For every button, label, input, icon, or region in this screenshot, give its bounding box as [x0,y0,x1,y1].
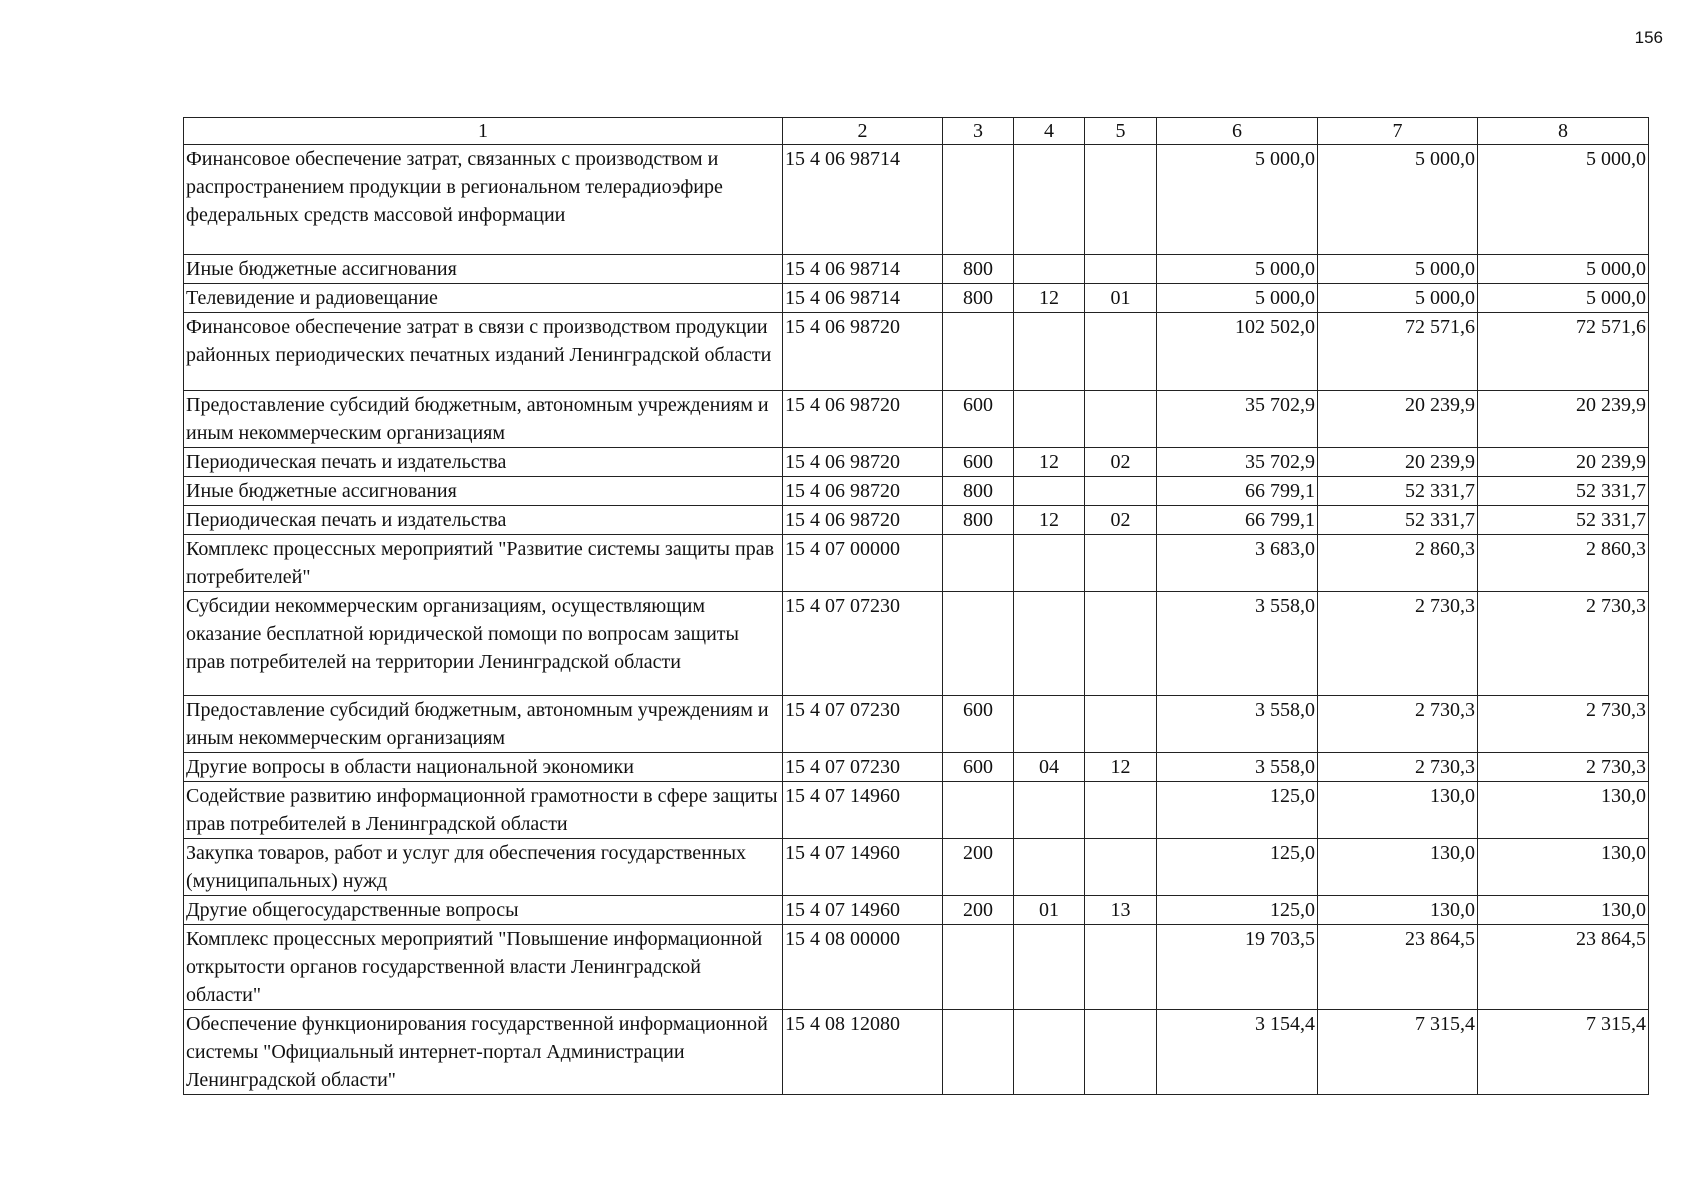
table-row [184,284,1649,313]
cell-amount-col6: 3 558,0 [1157,696,1318,753]
cell-name: Комплекс процессных мероприятий "Повышение информационной открытости органов государственной власти Ленинградской области" [184,925,783,1010]
cell-expense-type [943,1010,1014,1095]
cell-section [1014,391,1085,448]
cell-expense-type [943,313,1014,391]
table-row [184,782,1649,839]
cell-subsection [1085,839,1157,896]
cell-target-code: 15 4 06 98720 [783,391,943,448]
cell-subsection [1085,1010,1157,1095]
table-row [184,313,1649,391]
cell-target-code: 15 4 07 14960 [783,782,943,839]
cell-target-code: 15 4 06 98720 [783,448,943,477]
cell-amount-col6: 5 000,0 [1157,145,1318,255]
header-cell: 7 [1318,118,1478,145]
cell-name: Закупка товаров, работ и услуг для обеспечения государственных (муниципальных) нужд [184,839,783,896]
cell-expense-type: 600 [943,753,1014,782]
cell-amount-col7: 7 315,4 [1318,1010,1478,1095]
cell-expense-type [943,782,1014,839]
cell-amount-col7: 20 239,9 [1318,391,1478,448]
table-row [184,535,1649,592]
cell-section [1014,255,1085,284]
header-cell: 5 [1085,118,1157,145]
cell-amount-col8: 2 730,3 [1478,696,1649,753]
cell-target-code: 15 4 06 98714 [783,284,943,313]
cell-expense-type [943,592,1014,696]
cell-amount-col8: 2 730,3 [1478,753,1649,782]
cell-section [1014,839,1085,896]
table-row [184,1010,1649,1095]
cell-name: Комплекс процессных мероприятий "Развитие системы защиты прав потребителей" [184,535,783,592]
cell-subsection [1085,782,1157,839]
cell-amount-col7: 23 864,5 [1318,925,1478,1010]
cell-subsection [1085,255,1157,284]
header-cell: 1 [184,118,783,145]
cell-section [1014,535,1085,592]
budget-table [183,117,1649,1095]
table-row [184,255,1649,284]
cell-expense-type: 200 [943,896,1014,925]
cell-expense-type [943,535,1014,592]
cell-target-code: 15 4 07 07230 [783,592,943,696]
cell-name: Иные бюджетные ассигнования [184,477,783,506]
table-row [184,925,1649,1010]
cell-amount-col6: 125,0 [1157,782,1318,839]
cell-expense-type: 800 [943,255,1014,284]
header-cell: 2 [783,118,943,145]
cell-name: Финансовое обеспечение затрат, связанных с производством и распространением продукции в региональном телерадиоэфире федеральных средств массовой информации [184,145,783,255]
header-cell: 4 [1014,118,1085,145]
table-row [184,896,1649,925]
cell-amount-col6: 3 558,0 [1157,592,1318,696]
cell-section [1014,145,1085,255]
cell-section [1014,925,1085,1010]
cell-subsection [1085,592,1157,696]
cell-subsection [1085,313,1157,391]
cell-amount-col7: 130,0 [1318,782,1478,839]
cell-section: 04 [1014,753,1085,782]
cell-expense-type [943,145,1014,255]
cell-amount-col8: 130,0 [1478,839,1649,896]
cell-amount-col7: 5 000,0 [1318,284,1478,313]
cell-amount-col8: 20 239,9 [1478,448,1649,477]
cell-amount-col7: 2 730,3 [1318,753,1478,782]
cell-amount-col6: 102 502,0 [1157,313,1318,391]
cell-name: Обеспечение функционирования государственной информационной системы "Официальный интернет-портал Администрации Ленинградской области" [184,1010,783,1095]
cell-subsection: 02 [1085,506,1157,535]
cell-amount-col6: 66 799,1 [1157,506,1318,535]
cell-amount-col7: 5 000,0 [1318,145,1478,255]
cell-amount-col6: 35 702,9 [1157,391,1318,448]
cell-section: 12 [1014,506,1085,535]
cell-target-code: 15 4 08 12080 [783,1010,943,1095]
cell-section: 12 [1014,448,1085,477]
cell-subsection [1085,145,1157,255]
cell-subsection [1085,391,1157,448]
cell-name: Содействие развитию информационной грамотности в сфере защиты прав потребителей в Ленинградской области [184,782,783,839]
cell-target-code: 15 4 06 98720 [783,506,943,535]
page-number: 156 [1634,28,1663,47]
cell-target-code: 15 4 06 98714 [783,255,943,284]
table-row [184,448,1649,477]
cell-name: Телевидение и радиовещание [184,284,783,313]
cell-amount-col8: 7 315,4 [1478,1010,1649,1095]
cell-amount-col6: 5 000,0 [1157,255,1318,284]
cell-amount-col7: 130,0 [1318,896,1478,925]
cell-name: Другие вопросы в области национальной экономики [184,753,783,782]
cell-amount-col8: 5 000,0 [1478,145,1649,255]
cell-amount-col6: 3 154,4 [1157,1010,1318,1095]
cell-subsection: 13 [1085,896,1157,925]
cell-amount-col6: 3 683,0 [1157,535,1318,592]
cell-subsection: 01 [1085,284,1157,313]
table-row [184,477,1649,506]
cell-section: 01 [1014,896,1085,925]
cell-section [1014,696,1085,753]
cell-amount-col8: 23 864,5 [1478,925,1649,1010]
cell-amount-col7: 52 331,7 [1318,506,1478,535]
cell-amount-col8: 52 331,7 [1478,506,1649,535]
table-row [184,753,1649,782]
cell-expense-type: 600 [943,696,1014,753]
cell-target-code: 15 4 07 00000 [783,535,943,592]
cell-amount-col6: 3 558,0 [1157,753,1318,782]
cell-expense-type: 800 [943,506,1014,535]
cell-name: Предоставление субсидий бюджетным, автономным учреждениям и иным некоммерческим организациям [184,391,783,448]
cell-section: 12 [1014,284,1085,313]
cell-amount-col8: 20 239,9 [1478,391,1649,448]
cell-target-code: 15 4 07 07230 [783,753,943,782]
cell-amount-col7: 52 331,7 [1318,477,1478,506]
cell-amount-col7: 5 000,0 [1318,255,1478,284]
cell-amount-col6: 125,0 [1157,896,1318,925]
cell-name: Финансовое обеспечение затрат в связи с производством продукции районных периодических печатных изданий Ленинградской области [184,313,783,391]
cell-amount-col6: 66 799,1 [1157,477,1318,506]
cell-target-code: 15 4 07 07230 [783,696,943,753]
cell-amount-col7: 2 730,3 [1318,592,1478,696]
table-row [184,839,1649,896]
cell-expense-type: 600 [943,448,1014,477]
cell-section [1014,1010,1085,1095]
cell-section [1014,477,1085,506]
cell-amount-col8: 2 730,3 [1478,592,1649,696]
cell-amount-col7: 72 571,6 [1318,313,1478,391]
cell-amount-col8: 5 000,0 [1478,284,1649,313]
cell-target-code: 15 4 07 14960 [783,896,943,925]
cell-target-code: 15 4 07 14960 [783,839,943,896]
cell-amount-col6: 5 000,0 [1157,284,1318,313]
table-body [184,145,1649,1095]
table-row [184,506,1649,535]
header-cell: 6 [1157,118,1318,145]
cell-expense-type: 800 [943,284,1014,313]
cell-amount-col6: 125,0 [1157,839,1318,896]
header-row [184,118,1649,145]
table-row [184,696,1649,753]
cell-amount-col8: 130,0 [1478,782,1649,839]
cell-subsection: 02 [1085,448,1157,477]
table-row [184,145,1649,255]
cell-amount-col7: 20 239,9 [1318,448,1478,477]
cell-amount-col6: 35 702,9 [1157,448,1318,477]
cell-target-code: 15 4 06 98720 [783,477,943,506]
cell-target-code: 15 4 06 98720 [783,313,943,391]
cell-name: Периодическая печать и издательства [184,448,783,477]
cell-amount-col7: 2 860,3 [1318,535,1478,592]
cell-target-code: 15 4 06 98714 [783,145,943,255]
header-cell: 8 [1478,118,1649,145]
cell-name: Другие общегосударственные вопросы [184,896,783,925]
cell-amount-col8: 52 331,7 [1478,477,1649,506]
cell-target-code: 15 4 08 00000 [783,925,943,1010]
table-row [184,592,1649,696]
cell-subsection [1085,925,1157,1010]
cell-section [1014,782,1085,839]
cell-name: Субсидии некоммерческим организациям, осуществляющим оказание бесплатной юридической помощи по вопросам защиты прав потребителей на территории Ленинградской области [184,592,783,696]
cell-subsection [1085,696,1157,753]
cell-section [1014,592,1085,696]
cell-amount-col7: 2 730,3 [1318,696,1478,753]
cell-expense-type: 800 [943,477,1014,506]
cell-expense-type [943,925,1014,1010]
cell-expense-type: 200 [943,839,1014,896]
cell-subsection: 12 [1085,753,1157,782]
cell-amount-col6: 19 703,5 [1157,925,1318,1010]
cell-name: Предоставление субсидий бюджетным, автономным учреждениям и иным некоммерческим организациям [184,696,783,753]
cell-expense-type: 600 [943,391,1014,448]
cell-amount-col8: 130,0 [1478,896,1649,925]
table-row [184,391,1649,448]
cell-amount-col8: 2 860,3 [1478,535,1649,592]
cell-amount-col8: 72 571,6 [1478,313,1649,391]
cell-subsection [1085,535,1157,592]
cell-subsection [1085,477,1157,506]
header-cell: 3 [943,118,1014,145]
cell-name: Периодическая печать и издательства [184,506,783,535]
cell-amount-col8: 5 000,0 [1478,255,1649,284]
cell-amount-col7: 130,0 [1318,839,1478,896]
cell-section [1014,313,1085,391]
cell-name: Иные бюджетные ассигнования [184,255,783,284]
